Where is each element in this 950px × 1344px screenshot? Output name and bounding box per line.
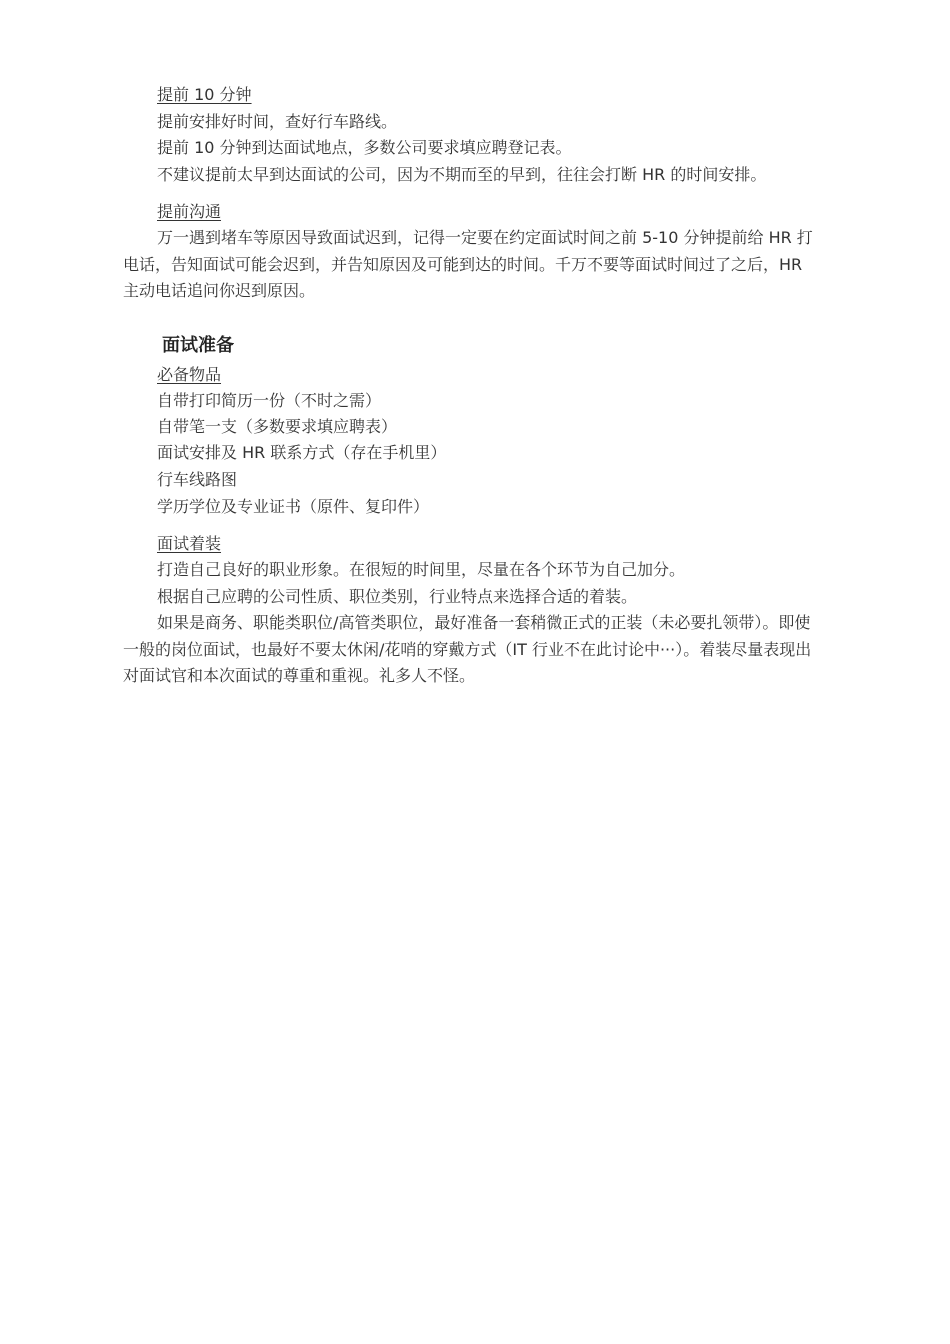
list-item: 学历学位及专业证书（原件、复印件）: [157, 497, 430, 516]
paragraph-line: 不建议提前太早到达面试的公司，因为不期而至的早到，往往会打断 HR 的时间安排。: [157, 165, 767, 184]
paragraph-line: 提前 10 分钟到达面试地点，多数公司要求填应聘登记表。: [157, 138, 572, 157]
list-item: 面试安排及 HR 联系方式（存在手机里）: [157, 443, 447, 462]
subheading-essentials: 必备物品: [157, 365, 222, 384]
section-heading-preparation: 面试准备: [162, 335, 234, 356]
paragraph-line: 根据自己应聘的公司性质、职位类别，行业特点来选择合适的着装。: [157, 587, 638, 606]
subheading-communicate: 提前沟通: [157, 202, 222, 221]
list-item: 行车线路图: [157, 470, 238, 489]
list-item: 自带打印简历一份（不时之需）: [157, 391, 382, 410]
paragraph-line: 打造自己良好的职业形象。在很短的时间里，尽量在各个环节为自己加分。: [157, 560, 686, 579]
paragraph-line: 提前安排好时间，查好行车路线。: [157, 112, 398, 131]
list-item: 自带笔一支（多数要求填应聘表）: [157, 417, 398, 436]
subheading-arrive-early: 提前 10 分钟: [157, 85, 252, 104]
subheading-attire: 面试着装: [157, 534, 222, 553]
paragraph-attire: 如果是商务、职能类职位/高管类职位，最好准备一套稍微正式的正装（未必要扎领带）。即使一般的岗位面试，也最好不要太休闲/花哨的穿戴方式（IT 行业不在此讨论中···）。着装尽量表现出对面试官和本次面试的尊重和重视。礼多人不怪。: [123, 613, 812, 685]
paragraph-communicate: 万一遇到堵车等原因导致面试迟到，记得一定要在约定面试时间之前 5-10 分钟提前给 HR 打电话，告知面试可能会迟到，并告知原因及可能到达的时间。千万不要等面试时间过了之后，HR 主动电话追问你迟到原因。: [123, 228, 813, 300]
